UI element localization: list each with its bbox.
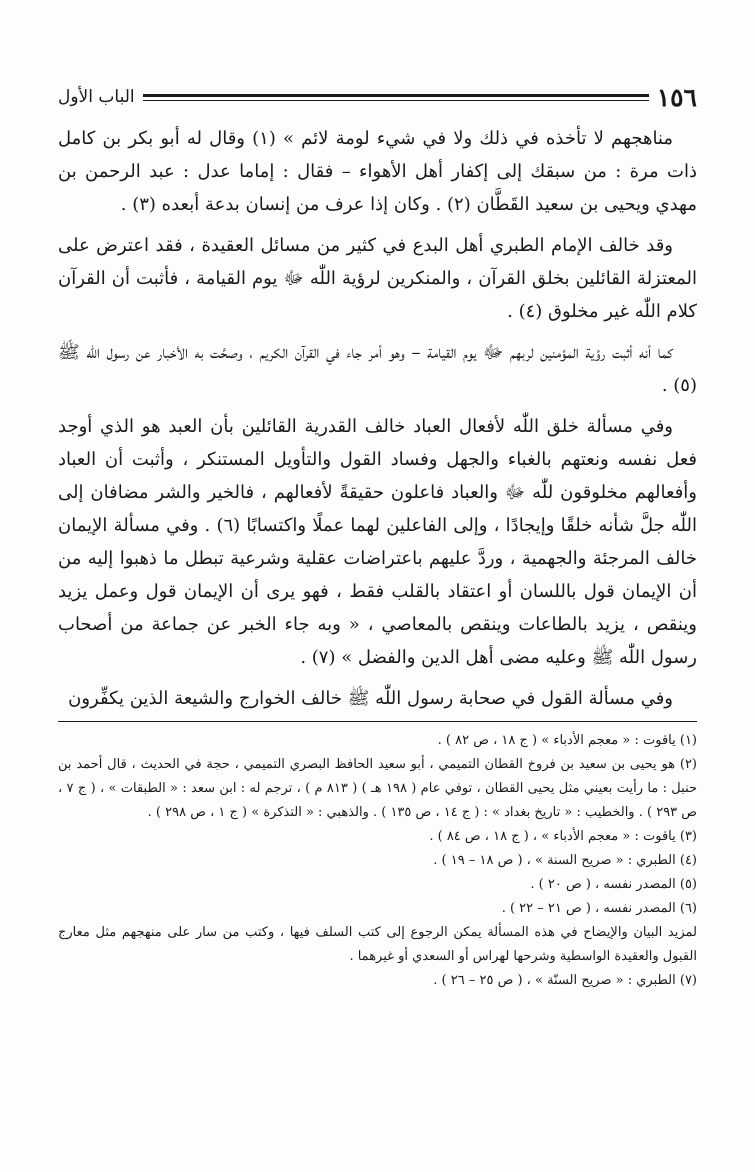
paragraph: وفي مسألة خلق اللّٰه لأفعال العباد خالف القدرية القائلين بأن العبد هو الذي أوجد فعل نفسه ونعتهم بالغباء والجهل وفساد القول والتأويل المستنكر ، وأثبت أن العباد وأفعالهم مخلوقون للّٰه ﷻ والعباد فاعلون حقيقةً لأفعالهم ، فالخير والشر مضافان إلى اللّٰه جلَّ شأنه خلقًا وإيجادًا ، وإلى الفاعلين لهما عملًا واكتسابًا (٦) . وفي مسألة الإيمان خالف المرجئة والجهمية ، وردَّ عليهم باعتراضات عقلية وشرعية تبطل ما ذهبوا إليه من أن الإيمان قول باللسان أو اعتقاد بالقلب فقط ، فهو يرى أن الإيمان قول وعمل يزيد وينقص ، يزيد بالطاعات وينقص بالمعاصي ، « وبه جاء الخبر عن جماعة من أصحاب رسول اللّٰه ﷺ وعليه مضى أهل الدين والفضل » (٧) . [58,416,697,668]
footnote: (٣) ياقوت : « معجم الأدباء » ، ( ج ١٨ ، ص ٨٤ ) . [429,829,697,844]
footnotes [58,729,697,993]
main-text [58,122,697,723]
footnote: (٧) الطبري : « صريح السنّة » ، ( ص ٢٥ – ٢٦ ) . [433,973,697,988]
chapter-title: الباب الأول [58,87,135,107]
footnote: (٢) هو يحيى بن سعيد بن فروخ القطان التميمي ، أبو سعيد الحافظ البصري التميمي ، حجة في الحديث ، قال أحمد بن حنبل : ما رأيت بعيني مثل يحيى القطان ، توفي عام ( ١٩٨ هـ ) ( ٨١٣ م ) ، ترجم له : ابن سعد : « الطبقات » ، ( ج ٧ ، ص ٢٩٣ ) . والخطيب : « تاريخ بغداد » : ( ج ١٤ ، ص ١٣٥ ) . والذهبي : « التذكرة » ( ج ١ ، ص ٢٩٨ ) . [58,757,698,820]
page-number: ١٥٦ [656,82,697,112]
footnote: (٤) الطبري : « صريح السنة » ، ( ص ١٨ – ١٩ ) . [433,853,697,868]
footnote: (٥) المصدر نفسه ، ( ص ٢٠ ) . [530,877,697,892]
paragraph: مناهجهم لا تأخذه في ذلك ولا في شيء لومة لائم » (١) وقال له أبو بكر بن كامل ذات مرة : من سبقك إلى إكفار أهل الأهواء – فقال : إماما عدل : عبد الرحمن بن مهدي ويحيى بن سعيد القَطَّان (٢) . وكان إذا عرف من إنسان بدعة أبعده (٣) . [58,128,697,215]
header-rule [143,94,649,101]
paragraph: كما أنه أثبت رؤية المؤمنين لربهم ﷻ يوم القيامة – وهو أمر جاء في القرآن الكريم ، وصحَّت به الأخبار عن رسول اللّٰه ﷺ (٥) . [58,342,697,396]
footnote: (٦) المصدر نفسه ، ( ص ٢١ – ٢٢ ) . [501,901,697,916]
footnote-note: لمزيد البيان والإيضاح في هذه المسألة يمكن الرجوع إلى كتب السلف فيها ، وكتب من سار على منهجهم مثل معارج القبول والعقيدة الواسطية وشرحها لهراس أو السعدي أو غيرهما . [58,925,697,964]
paragraph: وقد خالف الإمام الطبري أهل البدع في كثير من مسائل العقيدة ، فقد اعترض على المعتزلة القائلين بخلق القرآن ، والمنكرين لرؤية اللّٰه ﷻ يوم القيامة ، فأثبت أن القرآن كلام اللّٰه غير مخلوق (٤) . [58,235,697,322]
running-header [58,82,697,112]
footnote-divider [58,721,697,722]
footnote: (١) ياقوت : « معجم الأدباء » ( ج ١٨ ، ص ٨٢ ) . [437,733,697,748]
paragraph: وفي مسألة القول في صحابة رسول اللّٰه ﷺ خالف الخوارج والشيعة الذين يكفِّرون [68,688,673,709]
